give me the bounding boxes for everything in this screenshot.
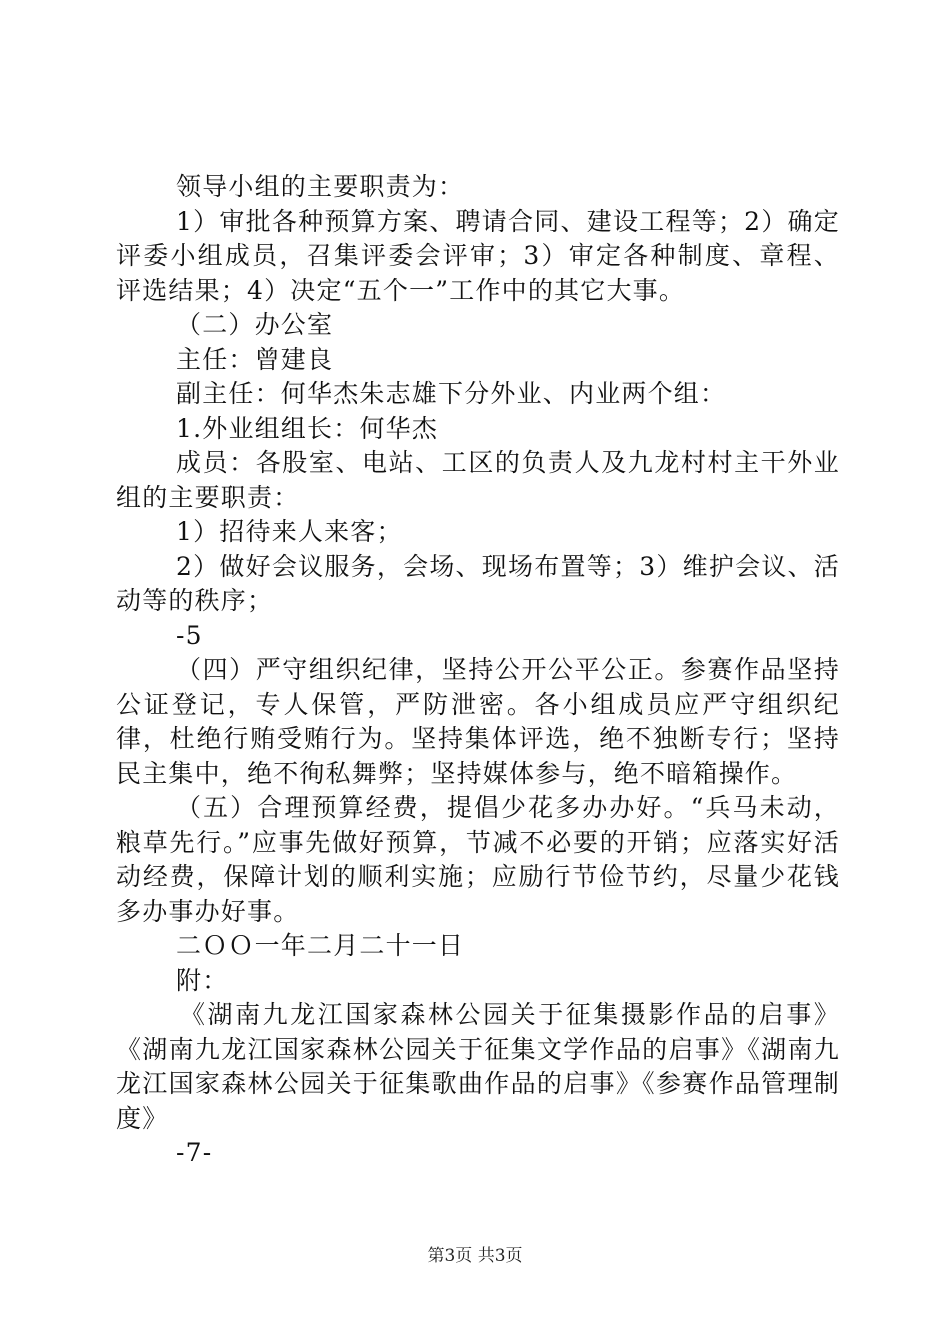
paragraph-members: 成员：各股室、电站、工区的负责人及九龙村村主干外业组的主要职责：	[116, 448, 840, 512]
paragraph-office-heading: （二）办公室	[176, 310, 334, 339]
paragraph-date: 二ＯＯ一年二月二十一日	[176, 931, 465, 960]
paragraph-duties-heading: 领导小组的主要职责为：	[176, 172, 465, 201]
page-footer: 第3页 共3页	[427, 1246, 523, 1266]
paragraph-duties-list: 1）审批各种预算方案、聘请合同、建设工程等；2）确定评委小组成员，召集评委会评审；3）审定各种制度、章程、评选结果；4）决定“五个一”工作中的其它大事。	[116, 206, 840, 305]
paragraph-field-group-leader: 1.外业组组长：何华杰	[176, 413, 439, 443]
paragraph-duty-reception: 1）招待来人来客；	[176, 517, 403, 546]
paragraph-deputy-director: 副主任：何华杰朱志雄下分外业、内业两个组：	[176, 379, 727, 408]
paragraph-budget: （五）合理预算经费，提倡少花多办办好。“兵马未动，粮草先行。”应事先做好预算，节减不必要的开销；应落实好活动经费，保障计划的顺利实施；应励行节俭节约，尽量少花钱多办事办好事。	[116, 793, 840, 926]
paragraph-appendix-label: 附：	[176, 965, 229, 995]
paragraph-appendix-list: 《湖南九龙江国家森林公园关于征集摄影作品的启事》《湖南九龙江国家森林公园关于征集文学作品的启事》《湖南九龙江国家森林公园关于征集歌曲作品的启事》《参赛作品管理制度》	[116, 1000, 840, 1133]
paragraph-director: 主任：曾建良	[176, 344, 334, 374]
document-body	[116, 170, 840, 1171]
paragraph-duty-meetings: 2）做好会议服务，会场、现场布置等；3）维护会议、活动等的秩序；	[116, 551, 840, 615]
page-marker-7: -7-	[176, 1138, 213, 1167]
page-marker-5: -5	[176, 620, 203, 650]
paragraph-discipline: （四）严守组织纪律，坚持公开公平公正。参赛作品坚持公证登记，专人保管，严防泄密。各小组成员应严守组织纪律，杜绝行贿受贿行为。坚持集体评选，绝不独断专行；坚持民主集中，绝不徇私舞弊；坚持媒体参与，绝不暗箱操作。	[116, 655, 840, 788]
